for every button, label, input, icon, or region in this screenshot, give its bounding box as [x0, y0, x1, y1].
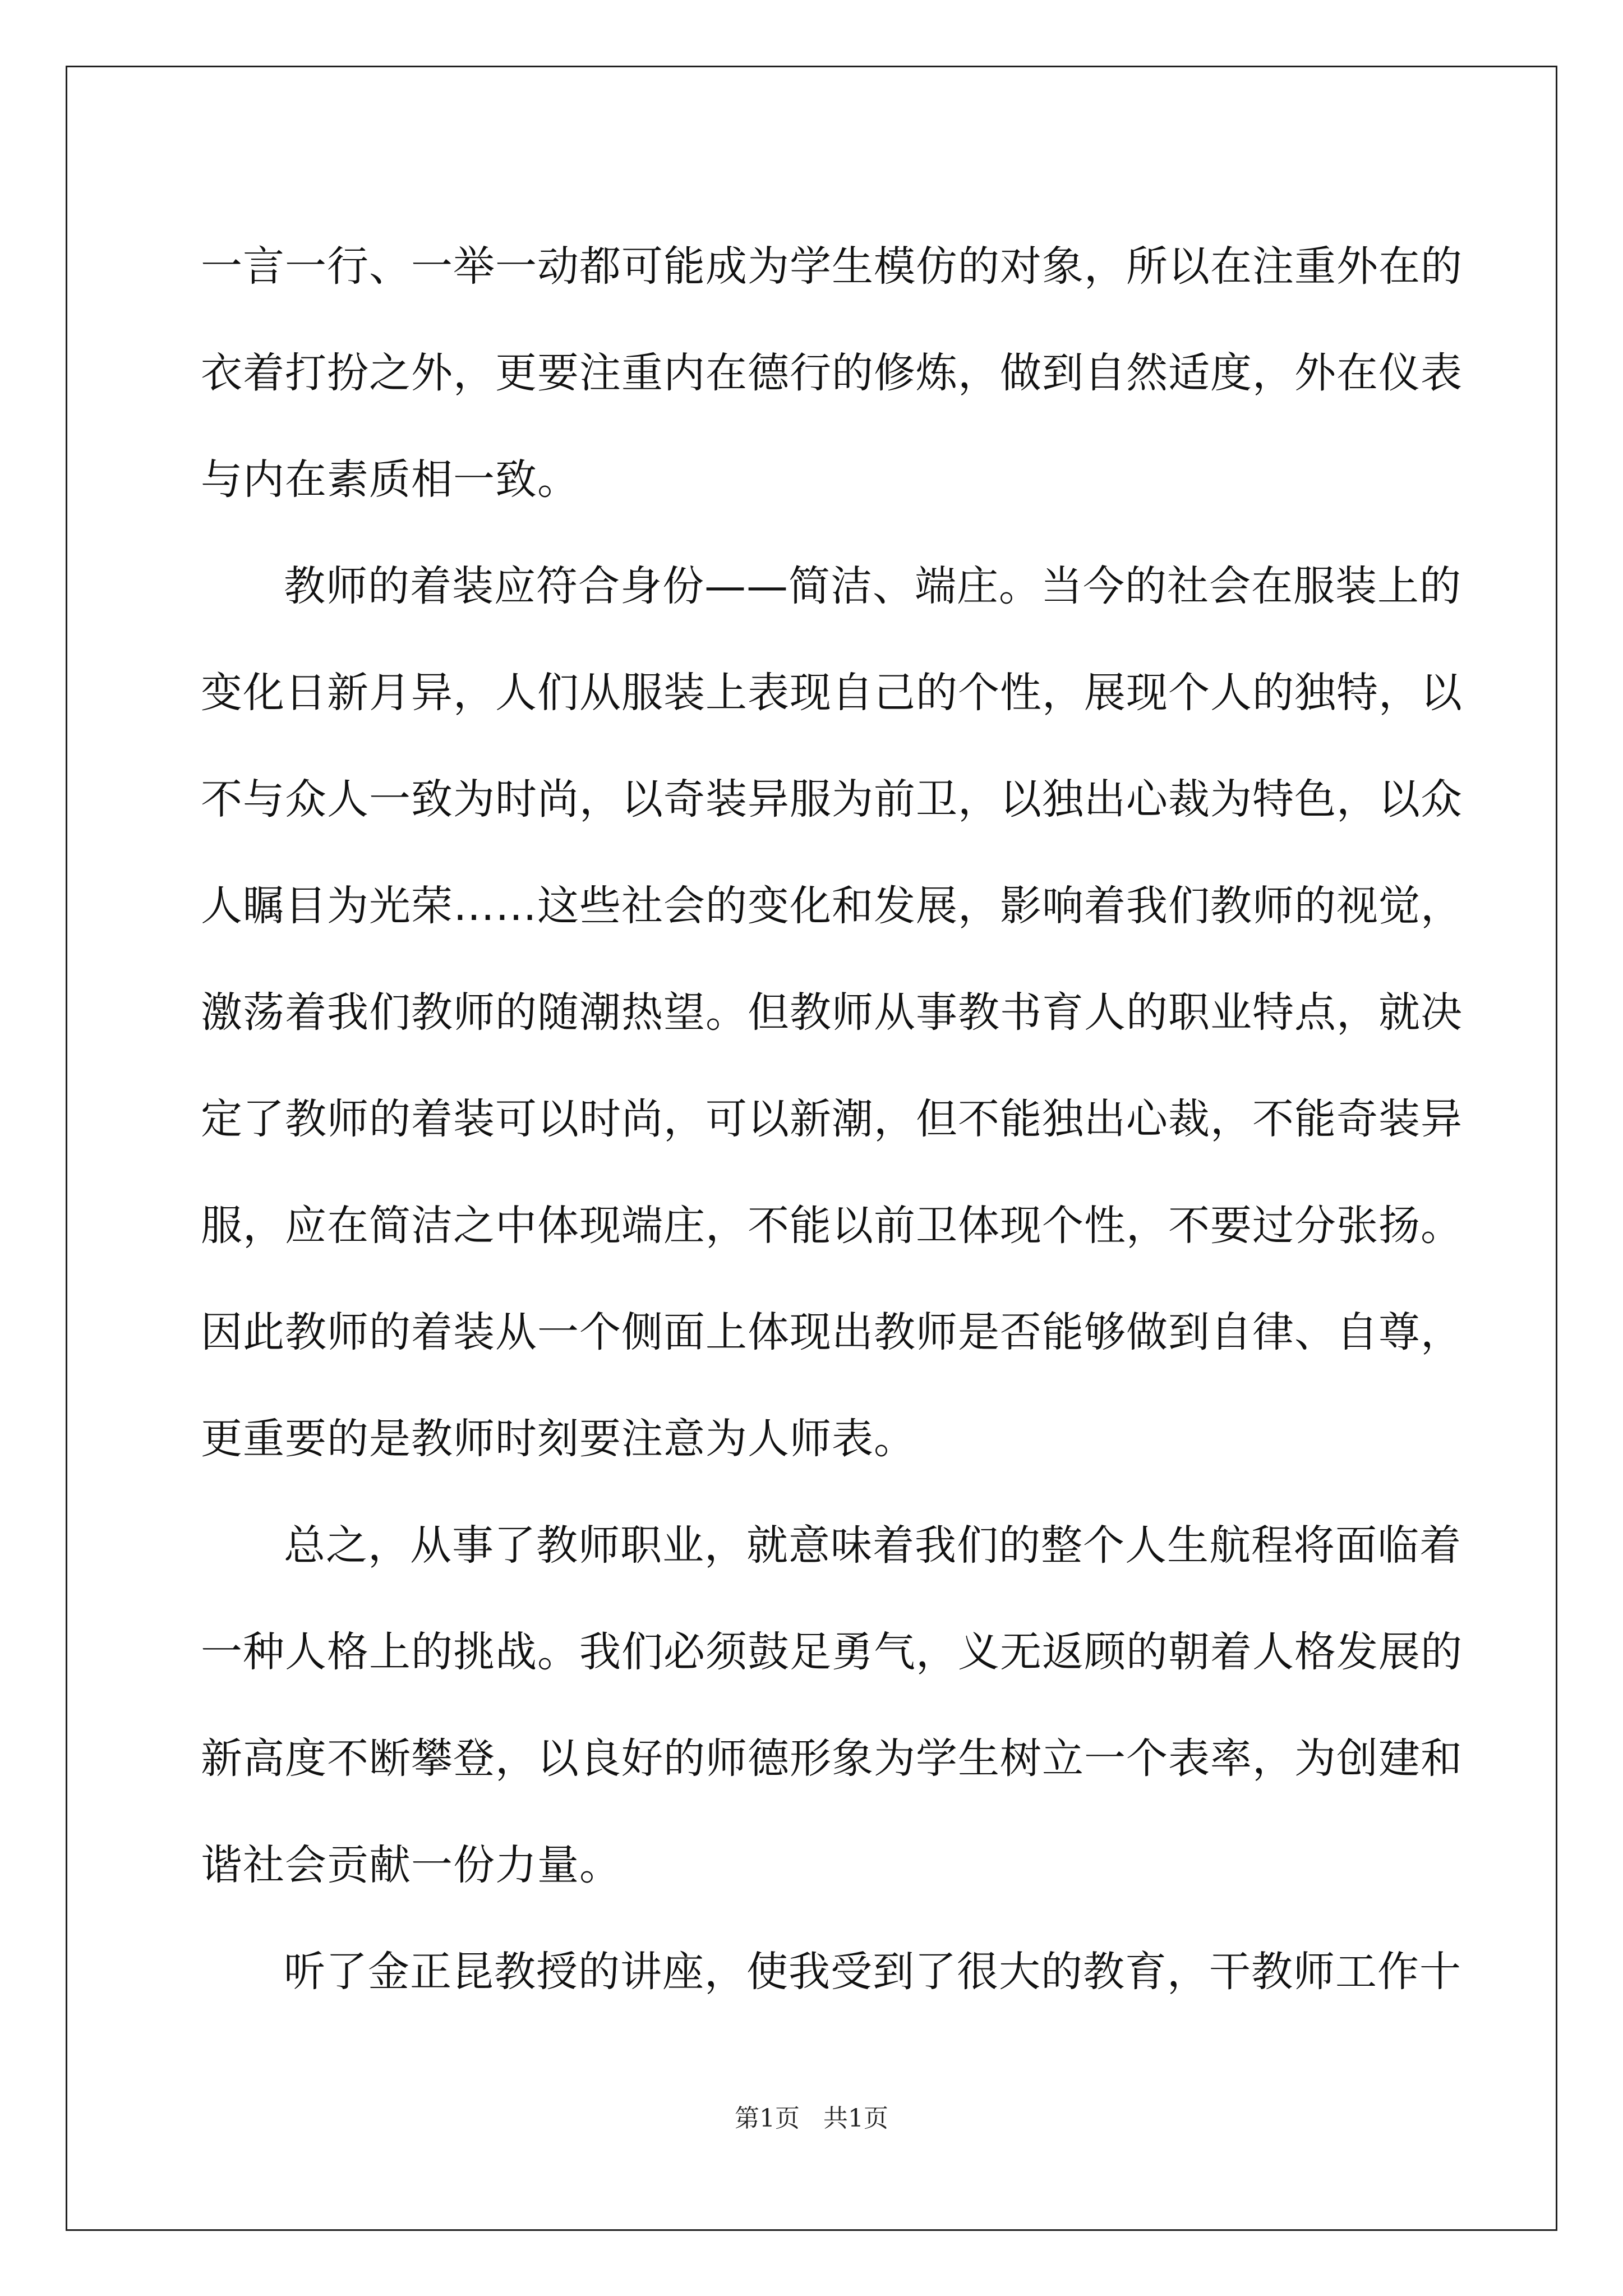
document-body [201, 213, 1463, 2025]
page-total: 共1页 [823, 2104, 888, 2133]
text-line: 因此教师的着装从一个侧面上体现出教师是否能够做到自律、自尊， [201, 1308, 1463, 1356]
text-line: 与内在素质相一致。 [201, 455, 579, 504]
text-line: 更重要的是教师时刻要注意为人师表。 [201, 1415, 916, 1463]
text-line: 不与众人一致为时尚，以奇装异服为前卫，以独出心裁为特色，以众 [201, 775, 1463, 823]
text-line: 服，应在简洁之中体现端庄，不能以前卫体现个性，不要过分张扬。 [201, 1202, 1463, 1250]
text-line: 新高度不断攀登，以良好的师德形象为学生树立一个表率，为创建和 [201, 1734, 1463, 1783]
text-line: 定了教师的着装可以时尚，可以新潮，但不能独出心裁，不能奇装异 [201, 1095, 1463, 1143]
text-line: 谐社会贡献一份力量。 [201, 1841, 621, 1889]
text-line: 激荡着我们教师的随潮热望。但教师从事教书育人的职业特点，就决 [201, 988, 1463, 1037]
paragraph-first-line: 总之，从事了教师职业，就意味着我们的整个人生航程将面临着 [284, 1521, 1461, 1570]
text-line: 衣着打扮之外，更要注重内在德行的修炼，做到自然适度，外在仪表 [201, 349, 1463, 397]
text-line: 一种人格上的挑战。我们必须鼓足勇气，义无返顾的朝着人格发展的 [201, 1628, 1463, 1676]
page-footer [0, 2098, 1623, 2134]
page-number: 第1页 [735, 2104, 800, 2133]
text-line: 人瞩目为光荣……这些社会的变化和发展，影响着我们教师的视觉， [201, 882, 1463, 930]
text-line: 一言一行、一举一动都可能成为学生模仿的对象，所以在注重外在的 [201, 242, 1463, 291]
paragraph-first-line: 教师的着装应符合身份——简洁、端庄。当今的社会在服装上的 [284, 562, 1461, 610]
text-line: 变化日新月异，人们从服装上表现自己的个性，展现个人的独特，以 [201, 669, 1463, 717]
paragraph-first-line: 听了金正昆教授的讲座，使我受到了很大的教育，干教师工作十 [284, 1948, 1461, 1996]
